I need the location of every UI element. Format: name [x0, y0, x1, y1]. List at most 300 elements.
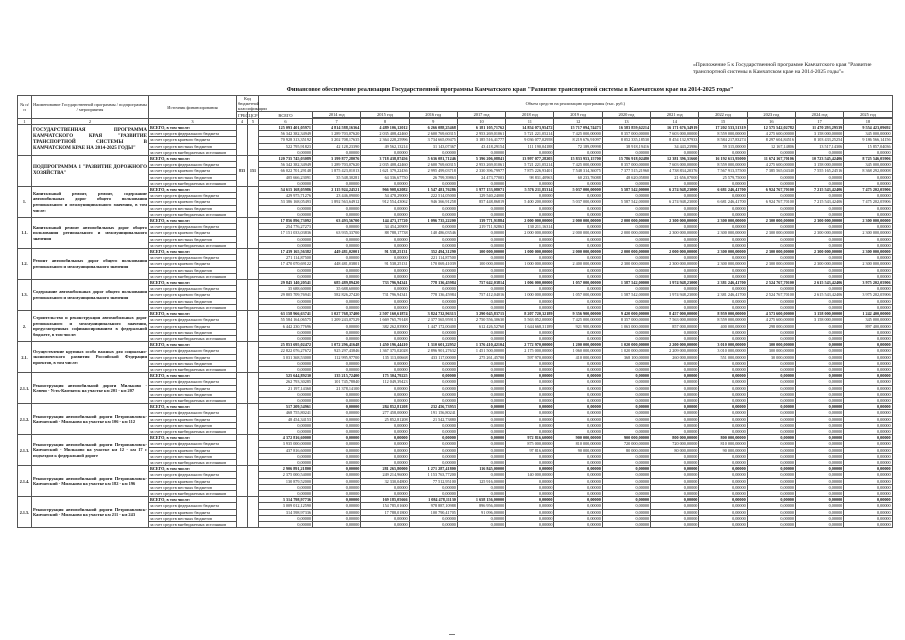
amount-year: 0,00000 [795, 509, 843, 515]
amount-year: 0,00000 [361, 335, 409, 341]
amount-year: 0,00000 [313, 509, 361, 515]
amount-year: 0,00000 [554, 497, 602, 503]
amount-year: 8 559 000,00000 [699, 317, 747, 323]
amount-year: 0,00000 [506, 416, 554, 422]
amount-year: 0,00000 [699, 478, 747, 484]
amount-year: 3 824 732,96313 [409, 311, 457, 317]
amount-year: 0,00000 [602, 360, 650, 366]
amount-year: 0,00000 [506, 391, 554, 397]
amount-year: 3 718 438,87456 [361, 156, 409, 162]
grbs-code [237, 466, 248, 497]
amount-year: 14 854 073,95472 [506, 125, 554, 131]
amount-year: 0,00000 [844, 379, 892, 385]
amount-year: 0,00000 [651, 497, 699, 503]
row-number: 1.3. [18, 280, 32, 311]
amount-year: 0,00000 [699, 211, 747, 217]
amount-year: 0,00000 [554, 329, 602, 335]
amount-year: 0,00000 [361, 441, 409, 447]
amount-year: 0,00000 [651, 490, 699, 496]
amount-year: 0,00000 [361, 391, 409, 397]
amount-year: 0,00000 [747, 329, 795, 335]
funding-source: за счет средств внебюджетных источников [149, 335, 237, 341]
amount-year: 2 300 000,00000 [795, 249, 843, 255]
funding-source: за счет средств местных бюджетов [149, 515, 237, 521]
amount-year: 0,00000 [699, 205, 747, 211]
amount-total: 0,00000 [259, 397, 313, 403]
header-year: 2025 год [844, 112, 892, 118]
amount-year: 0,00000 [313, 391, 361, 397]
amount-year: 0,00000 [409, 391, 457, 397]
amount-year: 1 153 763,77200 [409, 472, 457, 478]
amount-year: 17 202 533,51319 [699, 125, 747, 131]
amount-year: 0,00000 [699, 472, 747, 478]
amount-year: 0,00000 [409, 286, 457, 292]
amount-year: 8 559 000,00000 [699, 131, 747, 137]
amount-year: 3 158 000,00000 [795, 311, 843, 317]
amount-year: 0,00000 [747, 522, 795, 528]
amount-total: 0,00000 [259, 422, 313, 428]
amount-total: 0,00000 [259, 329, 313, 335]
amount-year: 0,00000 [506, 242, 554, 248]
amount-year: 0,00000 [699, 298, 747, 304]
amount-year: 281 265,80000 [361, 466, 409, 472]
funding-source: ВСЕГО, в том числе: [149, 187, 237, 193]
amount-year: 0,00000 [409, 180, 457, 186]
amount-year: 897 400,00000 [844, 323, 892, 329]
amount-year: 0,00000 [361, 273, 409, 279]
row-number: 1. [18, 187, 32, 218]
amount-year: 0,00000 [844, 428, 892, 434]
amount-year: 0,00000 [795, 255, 843, 261]
amount-year: 0,00000 [747, 435, 795, 441]
amount-year: 0,00000 [554, 478, 602, 484]
column-number: 13 [602, 119, 650, 125]
amount-year: 0,00000 [699, 267, 747, 273]
amount-year: 0,00000 [651, 472, 699, 478]
amount-year: 0,00000 [699, 515, 747, 521]
amount-year: 0,00000 [651, 149, 699, 155]
amount-year: 0,00000 [651, 391, 699, 397]
amount-year: 0,00000 [554, 484, 602, 490]
amount-year: 0,00000 [795, 304, 843, 310]
amount-year: 0,00000 [651, 466, 699, 472]
amount-year: 0,00000 [554, 472, 602, 478]
amount-year: 139 771,91884 [457, 218, 505, 224]
amount-year: 2 615 543,42406 [795, 280, 843, 286]
amount-year: 0,00000 [457, 472, 505, 478]
amount-year: 0,00000 [699, 459, 747, 465]
funding-source: за счет средств внебюджетных источников [149, 180, 237, 186]
amount-year: 80 000,00000 [602, 447, 650, 453]
amount-year: 0,00000 [457, 373, 505, 379]
amount-year: 0,00000 [554, 391, 602, 397]
amount-year: 0,00000 [747, 360, 795, 366]
amount-year: 0,00000 [747, 503, 795, 509]
amount-year: 1 242 400,00000 [844, 311, 892, 317]
amount-total: 0,00000 [259, 490, 313, 496]
amount-year: 98 831,40963 [506, 174, 554, 180]
amount-year: 135 215,72400 [313, 373, 361, 379]
amount-year: 7 475 202,05906 [844, 199, 892, 205]
header-year: 2021 год [651, 112, 699, 118]
amount-year: 0,00000 [506, 397, 554, 403]
amount-year: 0,00000 [651, 404, 699, 410]
funding-source: за счет средств местных бюджетов [149, 174, 237, 180]
funding-source: за счет средств местных бюджетов [149, 422, 237, 428]
amount-year: 0,00000 [747, 174, 795, 180]
amount-year: 100 790,41705 [409, 509, 457, 515]
measure-name: Капитальный ремонт, ремонт, содержание автомобильных дорог общего пользования регионального и межмуниципального значения, в том числе: [32, 187, 149, 218]
amount-total: 125 093 401,05971 [259, 125, 313, 131]
amount-year: 0,00000 [506, 193, 554, 199]
amount-year: 731 796,94341 [361, 292, 409, 298]
amount-year: 1 000 000,00000 [506, 261, 554, 267]
funding-source: за счет средств федерального бюджета [149, 193, 237, 199]
amount-total: 17 470 070,69122 [259, 261, 313, 267]
grbs-code [237, 280, 248, 311]
row-number: 2. [18, 311, 32, 342]
amount-year: 0,00000 [795, 286, 843, 292]
amount-year: 0,00000 [506, 298, 554, 304]
amount-year: 3 010 000,00000 [699, 342, 747, 348]
amount-year: 0,00000 [554, 453, 602, 459]
funding-source: за счет средств федерального бюджета [149, 410, 237, 416]
header-year: 2016 год [409, 112, 457, 118]
amount-year: 7 563 000,00000 [651, 317, 699, 323]
amount-year: 0,00000 [554, 459, 602, 465]
amount-year: 0,00000 [457, 255, 505, 261]
amount-year: 0,00000 [506, 410, 554, 416]
amount-total: 4 372 816,60000 [259, 435, 313, 441]
funding-source: за счет средств внебюджетных источников [149, 149, 237, 155]
amount-year: 284 852,81208 [361, 404, 409, 410]
amount-year: 0,00000 [554, 522, 602, 528]
funding-source: за счет средств внебюджетных источников [149, 366, 237, 372]
amount-year: 0,00000 [554, 404, 602, 410]
amount-year: 2 381 246,41700 [699, 280, 747, 286]
header-source: Источник финансирования [149, 96, 237, 119]
amount-year: 5 037 000,00000 [554, 187, 602, 193]
amount-year: 0,00000 [747, 373, 795, 379]
amount-year: 0,00000 [844, 497, 892, 503]
measure-name: Реконструкция автомобильной дороги Петропавловск-Камчатский - Мильково на участке км 106 - км 112 [32, 404, 149, 435]
amount-year: 0,00000 [506, 509, 554, 515]
amount-year: 0,00000 [795, 205, 843, 211]
amount-year: 0,00000 [506, 490, 554, 496]
amount-total: 53 386 168,05493 [259, 199, 313, 205]
amount-year: 0,00000 [313, 323, 361, 329]
amount-year: 0,00000 [747, 335, 795, 341]
amount-year: 1 096 735,22200 [409, 218, 457, 224]
amount-year: 0,00000 [602, 329, 650, 335]
amount-year: 0,00000 [361, 298, 409, 304]
amount-year: 0,00000 [651, 304, 699, 310]
amount-year: 0,00000 [409, 273, 457, 279]
amount-year: 8 103 433,25254 [795, 137, 843, 143]
amount-year: 0,00000 [747, 273, 795, 279]
funding-source: за счет средств федерального бюджета [149, 162, 237, 168]
amount-year: 0,00000 [699, 391, 747, 397]
amount-year: 2 300 000,00000 [602, 261, 650, 267]
amount-year: 0,00000 [795, 478, 843, 484]
amount-year: 0,00000 [313, 304, 361, 310]
amount-year: 0,00000 [795, 366, 843, 372]
amount-year: 0,00000 [795, 459, 843, 465]
amount-total: 3 314 798,97736 [259, 497, 313, 503]
amount-year: 63 493,56700 [313, 218, 361, 224]
amount-year: 0,00000 [747, 267, 795, 273]
amount-total: 314 598,97336 [259, 509, 313, 515]
amount-year: 0,00000 [844, 193, 892, 199]
amount-year: 0,00000 [457, 286, 505, 292]
amount-year: 7 215 543,42406 [795, 187, 843, 193]
funding-source: за счет средств краевого бюджета [149, 292, 237, 298]
amount-year: 0,00000 [602, 286, 650, 292]
amount-year: 0,00000 [506, 428, 554, 434]
amount-year: 0,00000 [699, 273, 747, 279]
column-number: 1 [18, 119, 32, 125]
grbs-code [237, 373, 248, 404]
amount-year: 0,00000 [313, 211, 361, 217]
amount-year: 0,00000 [844, 441, 892, 447]
funding-source: за счет средств федерального бюджета [149, 503, 237, 509]
amount-year: 0,00000 [651, 267, 699, 273]
measure-name: Реконструкция автомобильной дороги Петропавловск-Камчатский - Мильково на участке км 12 - км 17 с подъездом к федеральной дороге [32, 435, 149, 466]
amount-year: 1 060 000,00000 [554, 348, 602, 354]
amount-year: 0,00000 [795, 149, 843, 155]
amount-year: 0,00000 [554, 335, 602, 341]
amount-year: 1 644 668,31189 [506, 323, 554, 329]
amount-year: 8 725 546,05906 [844, 156, 892, 162]
amount-year: 0,00000 [457, 428, 505, 434]
column-number: 11 [506, 119, 554, 125]
csr-code [248, 249, 259, 280]
amount-total: 2 906 891,21800 [259, 466, 313, 472]
header-name: Наименование Государственной программы / подпрограммы / мероприятия [32, 96, 149, 119]
amount-year: 0,00000 [602, 255, 650, 261]
funding-source: за счет средств федерального бюджета [149, 131, 237, 137]
amount-year: 0,00000 [409, 515, 457, 521]
amount-year: 857 000,00000 [651, 323, 699, 329]
amount-total: 0,00000 [259, 242, 313, 248]
amount-year: 0,00000 [795, 466, 843, 472]
amount-year: 2 600 769,60315 [409, 131, 457, 137]
amount-year: 1 209 243,07529 [313, 317, 361, 323]
amount-year: 0,00000 [747, 422, 795, 428]
amount-year: 0,00000 [313, 397, 361, 403]
amount-year: 0,00000 [844, 211, 892, 217]
amount-year: 0,00000 [602, 267, 650, 273]
amount-year: 1 057 000,00000 [554, 280, 602, 286]
amount-year: 7 425 000,00000 [554, 317, 602, 323]
amount-year: 5 576 211,85314 [506, 187, 554, 193]
funding-source: за счет средств местных бюджетов [149, 453, 237, 459]
amount-year: 0,00000 [313, 236, 361, 242]
amount-year: 12 381 396,31660 [651, 156, 699, 162]
amount-year: 0,00000 [699, 497, 747, 503]
amount-year: 0,00000 [602, 404, 650, 410]
amount-year: 0,00000 [844, 522, 892, 528]
amount-year: 0,00000 [747, 211, 795, 217]
amount-year: 2 750 556,30630 [457, 317, 505, 323]
amount-year: 0,00000 [554, 466, 602, 472]
amount-total: 0,00000 [259, 453, 313, 459]
amount-year: 0,00000 [699, 503, 747, 509]
amount-year: 0,00000 [506, 453, 554, 459]
csr-code [248, 404, 259, 435]
amount-year: 31 143,07367 [409, 143, 457, 149]
amount-year: 0,00000 [313, 522, 361, 528]
amount-year: 135 113,00668 [361, 354, 409, 360]
amount-year: 0,00000 [457, 422, 505, 428]
amount-year: 59 315,00000 [699, 143, 747, 149]
amount-year: 0,00000 [554, 205, 602, 211]
amount-total: 0,00000 [259, 211, 313, 217]
amount-year: 0,00000 [409, 366, 457, 372]
amount-year: 2 035 408,42460 [361, 131, 409, 137]
amount-year: 101 745,78840 [313, 379, 361, 385]
amount-year: 0,00000 [457, 416, 505, 422]
funding-source: за счет средств внебюджетных источников [149, 428, 237, 434]
amount-year: 0,00000 [795, 472, 843, 478]
grbs-code [237, 249, 248, 280]
amount-year: 0,00000 [313, 267, 361, 273]
column-number: 4 [237, 119, 248, 125]
amount-year: 0,00000 [361, 236, 409, 242]
amount-year: 0,00000 [795, 453, 843, 459]
amount-year: 0,00000 [506, 304, 554, 310]
grbs-code [237, 218, 248, 249]
amount-year: 0,00000 [602, 515, 650, 521]
amount-year: 0,00000 [747, 180, 795, 186]
funding-source: за счет средств краевого бюджета [149, 354, 237, 360]
amount-year: 169 185,05666 [361, 497, 409, 503]
amount-year: 0,00000 [554, 515, 602, 521]
amount-year: 0,00000 [844, 224, 892, 230]
amount-year: 0,00000 [844, 373, 892, 379]
amount-year: 0,00000 [699, 286, 747, 292]
amount-year: 0,00000 [795, 236, 843, 242]
amount-year: 0,00000 [602, 459, 650, 465]
row-number: 2.1.5. [18, 497, 32, 528]
amount-year: 2 300 000,00000 [844, 261, 892, 267]
funding-source: за счет средств местных бюджетов [149, 298, 237, 304]
amount-year: 5 563 052,00000 [506, 317, 554, 323]
amount-year: 733 796,94341 [361, 280, 409, 286]
funding-source: за счет средств местных бюджетов [149, 484, 237, 490]
amount-year: 8 584 217,83274 [699, 137, 747, 143]
grbs-code: 833 [237, 156, 248, 187]
amount-total: 2 375 000,54000 [259, 472, 313, 478]
amount-year: 0,00000 [409, 490, 457, 496]
amount-year: 2 953 269,01061 [457, 131, 505, 137]
amount-year: 3 975 202,05906 [844, 292, 892, 298]
amount-year: 582 826,27420 [313, 292, 361, 298]
amount-year: 0,00000 [602, 428, 650, 434]
amount-total: 405 666,23091 [259, 174, 313, 180]
amount-year: 0,00000 [747, 205, 795, 211]
funding-source: за счет средств внебюджетных источников [149, 242, 237, 248]
amount-year: 0,00000 [457, 335, 505, 341]
amount-year: 300 000,00000 [747, 348, 795, 354]
amount-year: 0,00000 [554, 416, 602, 422]
amount-total: 429 975,71276 [259, 193, 313, 199]
amount-year: 0,00000 [554, 267, 602, 273]
amount-total: 17 439 165,56382 [259, 249, 313, 255]
column-number: 5 [248, 119, 259, 125]
grbs-code [237, 435, 248, 466]
amount-year: 0,00000 [313, 180, 361, 186]
amount-year: 0,00000 [457, 447, 505, 453]
amount-year: 0,00000 [699, 329, 747, 335]
amount-year: 0,00000 [361, 490, 409, 496]
amount-year: 0,00000 [554, 509, 602, 515]
header-year: 2024 год [795, 112, 843, 118]
amount-year: 2 035 408,42460 [361, 162, 409, 168]
amount-year: 0,00000 [554, 273, 602, 279]
amount-year: 0,00000 [795, 416, 843, 422]
amount-year: 0,00000 [651, 255, 699, 261]
amount-year: 0,00000 [361, 385, 409, 391]
amount-total: 63 158 966,63741 [259, 311, 313, 317]
amount-year: 2 330 396,79977 [457, 168, 505, 174]
amount-year: 0,00000 [457, 360, 505, 366]
amount-year: 0,00000 [457, 490, 505, 496]
header-year: 2017 год [457, 112, 505, 118]
amount-year: 34 454,20909 [361, 224, 409, 230]
amount-year: 7 548 314,36075 [554, 168, 602, 174]
amount-year: 0,00000 [457, 329, 505, 335]
amount-year: 2 507 160,61874 [361, 311, 409, 317]
csr-code [248, 497, 259, 528]
amount-year: 0,00000 [313, 149, 361, 155]
amount-total: 0,00000 [259, 236, 313, 242]
amount-total: 3 031 368,53000 [259, 354, 313, 360]
amount-year: 0,00000 [457, 435, 505, 441]
csr-code: 151 [248, 156, 259, 187]
amount-year: 3 158 000,00000 [795, 131, 843, 137]
amount-year: 0,00000 [602, 366, 650, 372]
amount-total: 48 454,34153 [259, 416, 313, 422]
amount-year: 685 489,89420 [313, 280, 361, 286]
amount-year: 277 458,00000 [361, 410, 409, 416]
amount-year: 0,00000 [747, 478, 795, 484]
amount-year: 0,00000 [699, 366, 747, 372]
amount-year: 48 620,05800 [602, 174, 650, 180]
amount-year: 1 020 000,00000 [602, 348, 650, 354]
amount-year: 100 000,00000 [457, 261, 505, 267]
amount-year: 925 297,43846 [313, 348, 361, 354]
amount-year: 0,00000 [795, 273, 843, 279]
amount-year: 0,00000 [747, 497, 795, 503]
amount-year: 2 300 000,00000 [747, 218, 795, 224]
amount-year: 9 036 077,02958 [506, 137, 554, 143]
amount-year: 0,00000 [747, 441, 795, 447]
amount-year: 0,00000 [313, 484, 361, 490]
measure-name: ГОСУДАРСТВЕННАЯ ПРОГРАММА КАМЧАТСКОГО КРАЯ "РАЗВИТИЕ ТРАНСПОРТНОЙ СИСТЕМЫ В КАМЧАТСКОМ КРАЕ НА 2014-2025 ГОДЫ" [32, 125, 149, 156]
amount-year: 0,00000 [506, 211, 554, 217]
header-year: 2018 год [506, 112, 554, 118]
amount-year: 13 997 077,28205 [506, 156, 554, 162]
amount-year: 15 833 953,15700 [554, 156, 602, 162]
amount-year: 8 559 000,00000 [699, 162, 747, 168]
amount-year: 116 845,00000 [457, 466, 505, 472]
amount-year: 0,00000 [409, 236, 457, 242]
amount-year: 0,00000 [602, 236, 650, 242]
amount-year: 1 875 423,01013 [313, 168, 361, 174]
amount-year: 7 555 165,24516 [795, 168, 843, 174]
amount-year: 1 621 379,22436 [361, 168, 409, 174]
